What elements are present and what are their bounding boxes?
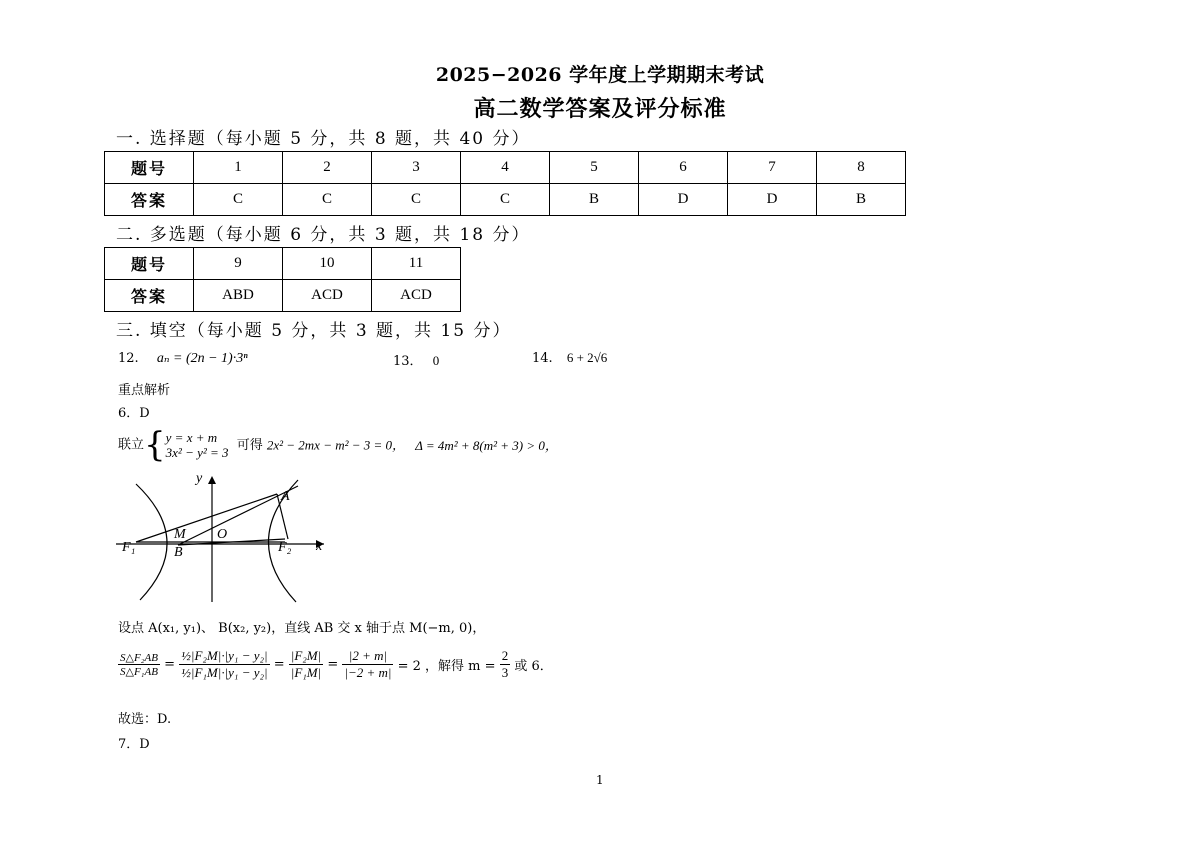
exam-title: 2025−2026 学年度上学期期末考试 — [435, 64, 765, 86]
ratio-r2 — [342, 648, 393, 681]
quadratic-equation: 2x² − 2mx − m² − 3 = 0， — [266, 437, 406, 453]
answer-cell: D — [728, 184, 817, 216]
hyperbola-diagram — [110, 466, 340, 606]
question-number-cell: 9 — [194, 248, 283, 280]
row-label-answer: 答案 — [105, 280, 194, 312]
kede-text: 可得 — [236, 437, 263, 453]
choice-answer-table — [104, 151, 906, 216]
set-points-line: 设点 A(x₁, y₁)、 B(x₂, y₂)，直线 AB 交 x 轴于点 M(−m, 0)， — [118, 621, 486, 636]
section1-heading: 一. 选择题（每小题 5 分，共 8 题，共 40 分） — [116, 129, 531, 149]
question-number-cell: 1 — [194, 152, 283, 184]
question-number-cell: 5 — [550, 152, 639, 184]
question-number-cell: 8 — [817, 152, 906, 184]
page-number: 1 — [596, 773, 604, 787]
ratio-result: = 2 ，解得 m = — [397, 659, 496, 674]
label-y: y — [196, 471, 203, 486]
answer-cell: ACD — [283, 280, 372, 312]
ratio-mid-num: ½|F₂M|·|y₁ − y₂| — [181, 648, 268, 663]
brace-symbol: { — [144, 425, 166, 465]
q7-answer-line: 7．D — [118, 737, 150, 752]
answer-cell: B — [817, 184, 906, 216]
simultaneous-equations-line — [118, 425, 558, 465]
q12-label: 12. — [118, 351, 139, 366]
label-x: x — [316, 539, 323, 554]
ratio-r2-num: |2 + m| — [342, 648, 393, 665]
label-a: A — [281, 489, 290, 504]
ratio-lhs-num: S△F₂AB — [120, 652, 158, 664]
question-number-cell: 4 — [461, 152, 550, 184]
m-or-six: 或 6． — [514, 659, 553, 674]
table-row-answers — [105, 184, 906, 216]
row-label-number: 题号 — [105, 152, 194, 184]
answer-cell: ABD — [194, 280, 283, 312]
m-fraction — [500, 648, 511, 681]
q12-answer: aₙ = (2n − 1)·3ⁿ — [156, 351, 248, 366]
label-b: B — [174, 545, 183, 560]
fill-answer-13 — [393, 350, 439, 369]
q6-answer-line: 6．D — [118, 406, 150, 421]
fill-answer-12 — [118, 350, 248, 367]
answer-cell: C — [372, 184, 461, 216]
answer-key-subtitle: 高二数学答案及评分标准 — [473, 96, 727, 122]
answer-cell: C — [194, 184, 283, 216]
answer-cell: ACD — [372, 280, 461, 312]
question-number-cell: 11 — [372, 248, 461, 280]
equation-system — [166, 430, 229, 460]
question-number-cell: 10 — [283, 248, 372, 280]
ratio-mid — [179, 648, 269, 681]
q14-answer: 6 + 2√6 — [566, 350, 608, 365]
line-ab — [178, 486, 298, 545]
question-number-cell: 3 — [372, 152, 461, 184]
q14-label: 14. — [532, 351, 553, 366]
table-row-numbers — [105, 152, 906, 184]
line-f1-a — [136, 494, 277, 542]
label-m: M — [174, 527, 186, 542]
row-label-number: 题号 — [105, 248, 194, 280]
row-label-answer: 答案 — [105, 184, 194, 216]
answer-cell: C — [461, 184, 550, 216]
table-row-numbers — [105, 248, 461, 280]
q13-answer: 0 — [432, 353, 440, 368]
answer-cell: B — [550, 184, 639, 216]
question-number-cell: 6 — [639, 152, 728, 184]
area-ratio-formula: $\frac{\text{S△F₂AB}}{\text{S△F₁AB}}$ = $\frac{\text{½|F₂M|·|y₁ − y₂|}}{\text{½|F₁M|·|y₁ − y₂|}}$ = $\frac{\text{|F₂M|}}{\text{|F₁M|}}$ = $\frac{|2 + m|}{|-2 + m|}$ = 2 ，解得 m = $\frac{2}{3}$ 或 6． — [120, 648, 553, 680]
table-row-answers — [105, 280, 461, 312]
label-f2: F₂ — [278, 540, 292, 555]
section2-heading: 二. 多选题（每小题 6 分，共 3 题，共 18 分） — [116, 225, 531, 245]
label-f1: F₁ — [122, 540, 136, 555]
ratio-r2-den: |−2 + m| — [344, 665, 392, 680]
ratio-r1 — [289, 648, 323, 681]
fill-answer-14 — [532, 350, 607, 366]
ratio-r1-num: |F₂M| — [290, 648, 322, 663]
analysis-heading: 重点解析 — [118, 383, 171, 398]
ratio-lhs-den: S△F₁AB — [120, 666, 158, 678]
discriminant: Δ = 4m² + 8(m² + 3) > 0， — [415, 437, 558, 453]
multi-choice-answer-table — [104, 247, 461, 312]
conclusion-line: 故选：D. — [118, 712, 172, 727]
lianli-text: 联立 — [118, 437, 145, 453]
ratio-mid-den: ½|F₁M|·|y₁ − y₂| — [181, 665, 268, 680]
ratio-lhs — [118, 651, 160, 678]
answer-cell: D — [639, 184, 728, 216]
section3-heading: 三. 填空（每小题 5 分，共 3 题，共 15 分） — [116, 321, 512, 341]
q13-label: 13． — [393, 354, 423, 369]
answer-cell: C — [283, 184, 372, 216]
question-number-cell: 7 — [728, 152, 817, 184]
label-o: O — [217, 527, 228, 542]
y-axis-arrow — [208, 476, 216, 484]
system-eq-1: y = x + m — [165, 430, 218, 445]
ratio-r1-den: |F₁M| — [290, 665, 322, 680]
m-frac-num: 2 — [501, 648, 509, 663]
m-frac-den: 3 — [501, 665, 509, 680]
question-number-cell: 2 — [283, 152, 372, 184]
system-eq-2: 3x² − y² = 3 — [165, 445, 229, 460]
